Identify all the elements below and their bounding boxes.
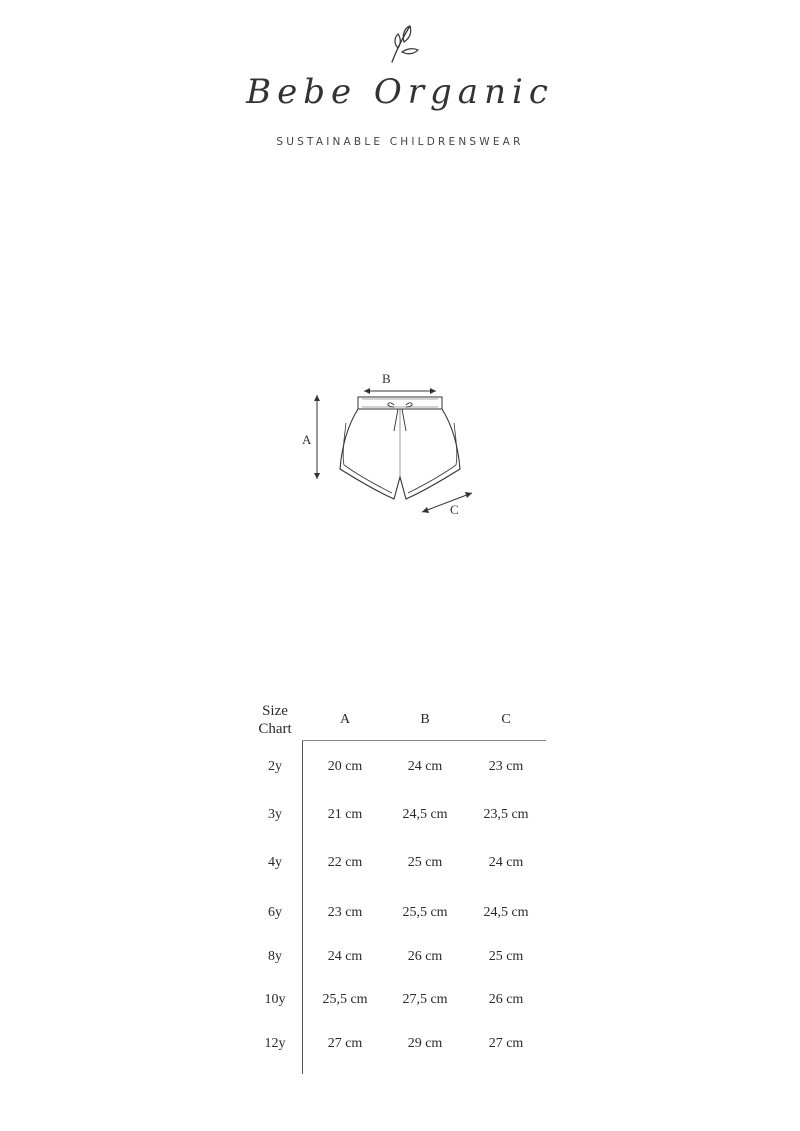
cell-c: 24,5 cm — [483, 905, 529, 920]
size-label: 6y — [268, 905, 282, 920]
cell-b: 24 cm — [407, 759, 443, 774]
table-row — [240, 855, 560, 875]
table-row — [240, 905, 560, 925]
corner-line-chart: Chart — [258, 721, 292, 737]
size-chart-corner-header — [240, 702, 310, 738]
corner-line-size: Size — [262, 703, 288, 719]
table-header-divider — [302, 740, 546, 741]
dimension-c-label: C — [450, 502, 459, 517]
dimension-a-label: A — [302, 432, 312, 447]
cell-a: 22 cm — [327, 855, 363, 870]
cell-a: 27 cm — [327, 1036, 363, 1051]
cell-b: 24,5 cm — [402, 807, 448, 822]
table-row — [240, 992, 560, 1012]
column-header-b: B — [420, 712, 430, 727]
size-chart-table — [240, 700, 560, 1080]
cell-c: 23 cm — [488, 759, 524, 774]
cell-a: 23 cm — [327, 905, 363, 920]
cell-b: 25 cm — [407, 855, 443, 870]
size-label: 8y — [268, 949, 282, 964]
cell-c: 25 cm — [488, 949, 524, 964]
column-header-a: A — [339, 712, 351, 727]
leaf-logo-icon — [384, 18, 424, 66]
cell-a: 21 cm — [327, 807, 363, 822]
cell-c: 24 cm — [488, 855, 524, 870]
size-label: 4y — [268, 855, 282, 870]
size-label: 3y — [268, 807, 282, 822]
cell-a: 20 cm — [327, 759, 363, 774]
dimension-b-label: B — [382, 371, 391, 386]
cell-c: 23,5 cm — [483, 807, 529, 822]
brand-tagline: SUSTAINABLE CHILDRENSWEAR — [276, 136, 524, 148]
table-row — [240, 1036, 560, 1056]
table-row — [240, 807, 560, 827]
brand-name: Bebe Organic — [246, 72, 554, 112]
cell-b: 25,5 cm — [402, 905, 448, 920]
cell-a: 24 cm — [327, 949, 363, 964]
shorts-illustration — [290, 365, 490, 525]
cell-b: 26 cm — [407, 949, 443, 964]
cell-c: 26 cm — [488, 992, 524, 1007]
column-header-c: C — [501, 712, 511, 727]
size-label: 2y — [268, 759, 282, 774]
size-label: 10y — [264, 992, 286, 1007]
shorts-measurement-diagram — [290, 365, 490, 525]
cell-c: 27 cm — [488, 1036, 524, 1051]
table-row — [240, 949, 560, 969]
table-row — [240, 759, 560, 779]
size-label: 12y — [264, 1036, 286, 1051]
cell-b: 27,5 cm — [402, 992, 448, 1007]
cell-a: 25,5 cm — [322, 992, 368, 1007]
cell-b: 29 cm — [407, 1036, 443, 1051]
